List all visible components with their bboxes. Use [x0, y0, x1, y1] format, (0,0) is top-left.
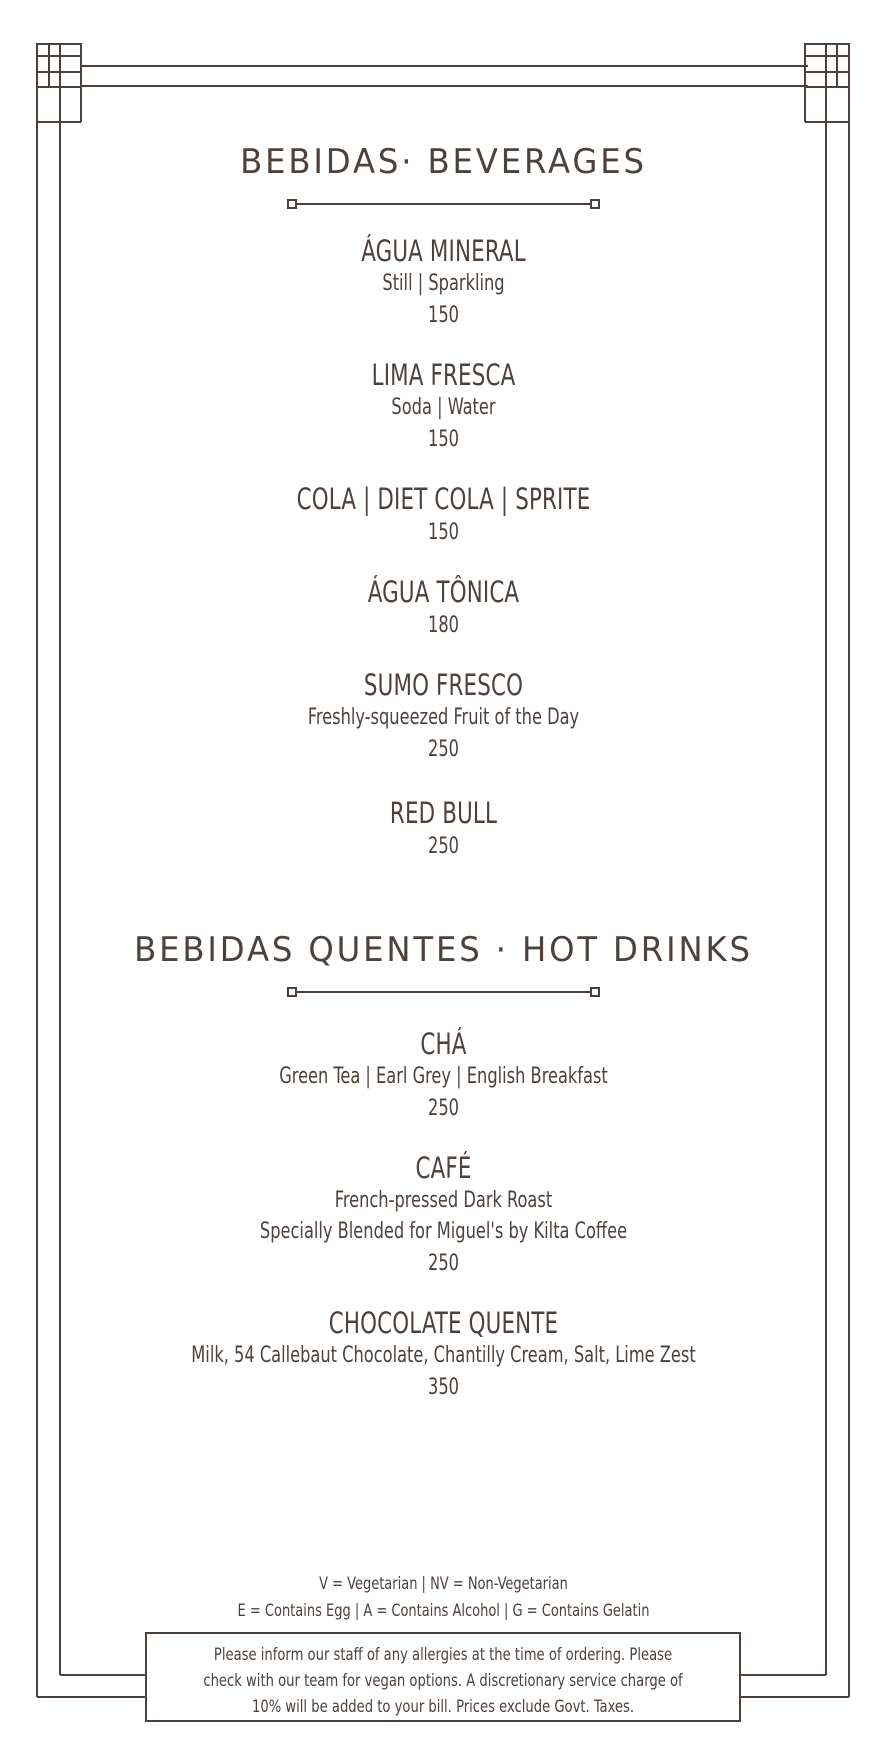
allergy-notice-box	[145, 1632, 741, 1722]
item-description: Still | Sparkling	[382, 271, 505, 296]
notice-line: check with our team for vegan options. A discretionary service charge of	[203, 1671, 683, 1691]
item-price: 250	[428, 1251, 459, 1276]
legend-line: E = Contains Egg | A = Contains Alcohol | G = Contains Gelatin	[237, 1601, 650, 1621]
menu-item-chocolate-quente	[0, 1306, 887, 1404]
item-name: CHOCOLATE QUENTE	[328, 1306, 559, 1340]
section-title-beverages: BEBIDAS· BEVERAGES	[240, 142, 647, 182]
menu-item-red-bull	[0, 796, 887, 863]
menu-item-sumo-fresco	[0, 668, 887, 766]
menu-item-agua-mineral	[0, 234, 887, 332]
item-name: LIMA FRESCA	[371, 358, 516, 392]
item-description: French-pressed Dark Roast	[334, 1188, 553, 1213]
menu-item-cola	[0, 482, 887, 549]
item-price: 150	[428, 303, 459, 328]
item-price: 250	[428, 1096, 459, 1121]
item-description: Freshly-squeezed Fruit of the Day	[307, 705, 580, 730]
legend-line: V = Vegetarian | NV = Non-Vegetarian	[319, 1574, 568, 1594]
item-name: ÁGUA MINERAL	[361, 234, 526, 268]
item-price: 250	[428, 737, 459, 762]
notice-line: Please inform our staff of any allergies at the time of ordering. Please	[213, 1645, 673, 1665]
item-name: COLA | DIET COLA | SPRITE	[296, 482, 591, 516]
item-price: 180	[428, 613, 459, 638]
dietary-legend	[0, 1571, 887, 1625]
item-price: 150	[428, 520, 459, 545]
item-description: Milk, 54 Callebaut Chocolate, Chantilly Cream, Salt, Lime Zest	[191, 1343, 696, 1368]
menu-item-lima-fresca	[0, 358, 887, 456]
menu-item-agua-tonica	[0, 575, 887, 642]
item-description: Specially Blended for Miguel's by Kilta Coffee	[259, 1219, 628, 1244]
item-name: RED BULL	[389, 796, 498, 830]
item-price: 150	[428, 427, 459, 452]
item-name: SUMO FRESCO	[363, 668, 524, 702]
item-price: 350	[428, 1375, 459, 1400]
item-name: ÁGUA TÔNICA	[367, 575, 520, 609]
item-description: Green Tea | Earl Grey | English Breakfast	[279, 1064, 608, 1089]
item-price: 250	[428, 834, 459, 859]
section-divider-1	[288, 200, 599, 208]
section-divider-2	[288, 988, 599, 996]
item-name: CHÁ	[420, 1027, 467, 1061]
notice-line: 10% will be added to your bill. Prices exclude Govt. Taxes.	[251, 1697, 635, 1717]
menu-item-cafe	[0, 1151, 887, 1280]
item-name: CAFÉ	[415, 1151, 472, 1185]
menu-item-cha	[0, 1027, 887, 1125]
item-description: Soda | Water	[391, 395, 496, 420]
section-title-hot-drinks: BEBIDAS QUENTES · HOT DRINKS	[134, 930, 753, 970]
